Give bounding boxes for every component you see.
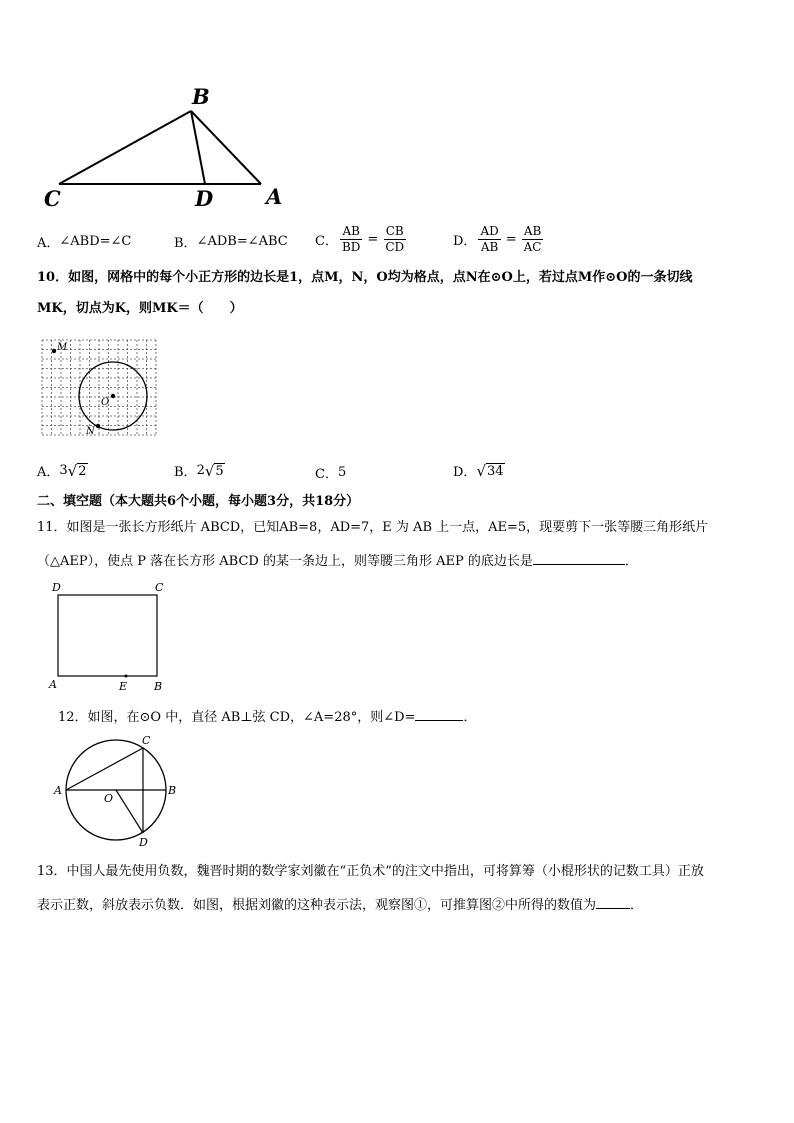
label-m: M [57,342,68,353]
segment-cb [59,111,191,184]
q9-option-c-equals: = [367,232,379,247]
label-d: D [139,836,148,849]
q9-c-f2-numerator: CB [385,224,404,238]
radical-sign: √ [67,461,78,480]
label-a: A [49,678,57,691]
point-o [111,394,115,398]
q9-option-c-letter: C． [315,234,338,249]
q13-line-1: 13．中国人最先使用负数，魏晋时期的数学家刘徽在“正负术”的注文中指出，可将算筹（小棍形状的记数工具）正放 [37,864,704,879]
q9-option-d-fraction-2 [522,224,544,255]
q13-answer-blank[interactable] [596,894,630,909]
q9-c-f1-numerator: AB [342,224,360,238]
label-o: O [101,397,110,408]
q9-option-b-letter: B． [174,236,197,251]
label-a: A [54,784,62,797]
q10-option-c [315,463,346,482]
label-b: B [154,680,163,693]
q9-option-c-fraction-2 [383,224,406,255]
rectangle-abcd [58,595,157,676]
q10-option-a-sqrt [68,463,88,479]
q9-option-a-letter: A． [37,236,60,251]
radical-sign: √ [204,461,215,480]
q10-option-a-radicand: 2 [78,463,87,479]
segment-bd [191,111,205,184]
q11-rectangle-figure [44,578,174,694]
q10-option-a-letter: A． [37,465,60,480]
q9-option-a [37,232,131,251]
q10-option-c-text: 5 [337,465,347,480]
q9-d-f1-numerator: AD [480,224,499,238]
q10-grid-figure [40,338,160,440]
label-a: A [266,184,283,209]
label-c: C [44,186,61,211]
label-b: B [192,84,210,109]
q11-answer-blank[interactable] [533,550,625,565]
q9-option-c-fraction-1 [340,224,362,255]
q10-option-b-sqrt [205,463,225,479]
point-e [125,675,128,678]
q9-option-d-letter: D． [453,234,477,249]
q9-option-a-text: ∠ABD=∠C [59,234,132,249]
q10-option-d-letter: D． [453,465,477,480]
q10-option-b-radicand: 5 [215,463,224,479]
label-c: C [142,734,151,747]
q10-option-a [37,461,88,480]
segment-od [116,790,143,833]
segment-ba [191,111,261,184]
label-b: B [168,784,177,797]
q9-option-d-fraction-1 [478,224,500,255]
q10-option-c-letter: C． [315,467,338,482]
q10-option-d [453,461,505,480]
q10-option-d-radicand: 34 [487,463,504,479]
q11-line-2 [37,550,638,572]
label-c: C [155,581,164,594]
q9-d-f2-denominator: AC [523,240,542,254]
q9-option-c [315,224,408,255]
q9-d-f2-numerator: AB [523,224,542,238]
label-n: N [86,426,95,437]
q11-line-1: 11．如图是一张长方形纸片 ABCD，已知AB=8，AD=7，E 为 AB 上一点，AE=5，现要剪下一张等腰三角形纸片 [37,520,709,535]
q10-line-2: MK，切点为K，则MK＝（ ） [37,301,243,316]
q11-line-2-end: ． [624,554,638,569]
q11-line-2-text: （△AEP），使点 P 落在长方形 ABCD 的某一条边上，则等腰三角形 AEP 的底边长是 [37,554,533,569]
label-d: D [195,186,214,211]
label-o: O [104,792,114,805]
q13-line-2 [37,894,643,916]
point-n [96,424,100,428]
q10-option-b-letter: B． [174,465,197,480]
q10-option-a-coef: 3 [59,463,68,478]
label-d: D [52,581,61,594]
q12-circle-figure [52,730,192,852]
q10-option-b [174,461,225,480]
segment-ac [66,748,143,790]
q12-answer-blank[interactable] [415,706,463,721]
q9-option-b-text: ∠ADB=∠ABC [196,234,288,249]
q10-line-1: 10．如图，网格中的每个小正方形的边长是1，点M，N，O均为格点，点N在⊙O上，若过点M作⊙O的一条切线 [37,270,693,285]
q9-d-f1-denominator: AB [480,240,499,254]
q13-line-2-end: ． [630,898,644,913]
point-m [52,349,56,353]
q12-line [58,706,476,728]
triangle-figure [40,82,290,214]
q10-option-d-sqrt [476,463,504,479]
grid-lines [42,340,156,435]
radical-sign: √ [476,461,486,480]
q12-end: ． [463,710,477,725]
q9-c-f1-denominator: BD [341,240,361,254]
q9-c-f2-denominator: CD [385,240,405,254]
q10-option-b-coef: 2 [196,463,205,478]
q12-text: 12．如图，在⊙O 中，直径 AB⊥弦 CD，∠A=28°，则∠D= [58,710,416,725]
label-e: E [119,680,128,693]
q13-line-2-text: 表示正数，斜放表示负数．如图，根据刘徽的这种表示法，观察图①，可推算图②中所得的数值为 [37,898,597,913]
section-2-heading: 二、填空题（本大题共6个小题，每小题3分，共18分） [37,494,360,509]
q9-option-d [453,224,546,255]
q9-option-d-equals: = [505,232,517,247]
q9-option-b [174,232,288,251]
